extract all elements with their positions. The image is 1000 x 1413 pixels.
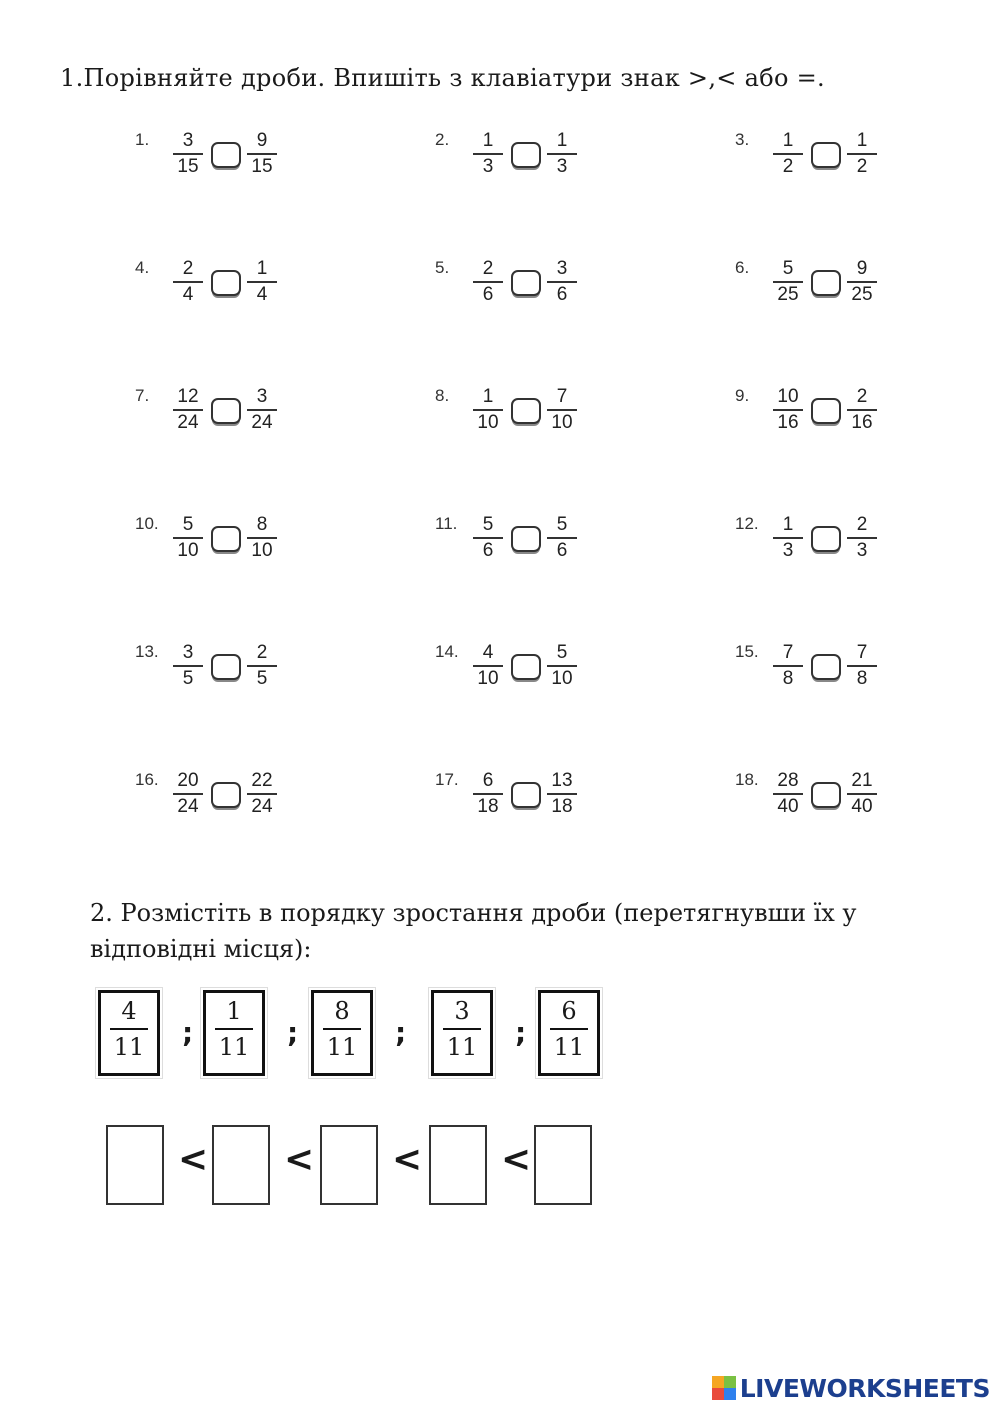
fraction-numerator: 1 [473,386,503,411]
left-fraction [173,642,203,691]
fraction-denominator: 18 [551,796,573,817]
less-than-sign: < [501,1139,532,1180]
fraction-numerator: 3 [547,258,577,283]
comparison-answer-input[interactable] [511,782,541,808]
left-fraction [473,642,503,691]
right-fraction [547,386,577,435]
fraction-denominator: 15 [251,156,273,177]
comparison-answer-input[interactable] [211,398,241,424]
fraction-denominator: 3 [782,540,794,561]
less-than-sign: < [284,1139,315,1180]
left-fraction [173,130,203,179]
problem-number: 7. [135,386,150,405]
task2-title-line2: відповідні місця): [90,935,312,963]
fraction-denominator: 6 [482,284,494,305]
problem-number: 8. [435,386,450,405]
problem-number: 12. [735,514,759,533]
problem-number: 3. [735,130,750,149]
fraction-numerator: 1 [547,130,577,155]
logo-text: LIVEWORKSHEETS [739,1373,990,1403]
drop-slot[interactable] [320,1125,378,1205]
fraction-denominator: 3 [856,540,868,561]
fraction-numerator: 1 [773,130,803,155]
comparison-problem [435,640,635,696]
fraction-numerator: 7 [847,642,877,667]
fraction-denominator: 2 [856,156,868,177]
fraction-numerator: 5 [773,258,803,283]
ordering-slots [100,1125,640,1215]
fraction-numerator: 10 [773,386,803,411]
fraction-denominator: 8 [782,668,794,689]
fraction-numerator: 5 [547,642,577,667]
fraction-numerator: 28 [773,770,803,795]
fraction-denominator: 10 [551,668,573,689]
fraction-denominator: 10 [551,412,573,433]
right-fraction [247,130,277,179]
comparison-answer-input[interactable] [811,782,841,808]
right-fraction [547,514,577,563]
task1-title: 1.Порівняйте дроби. Впишіть з клавіатури знак >,< або =. [60,64,825,92]
tile-numerator: 6 [550,997,588,1030]
comparison-answer-input[interactable] [811,654,841,680]
problem-number: 5. [435,258,450,277]
fraction-denominator: 3 [482,156,494,177]
problem-number: 17. [435,770,459,789]
comparison-answer-input[interactable] [511,270,541,296]
comparison-answer-input[interactable] [211,782,241,808]
right-fraction [547,130,577,179]
problem-number: 6. [735,258,750,277]
fraction-numerator: 5 [547,514,577,539]
fraction-numerator: 3 [247,386,277,411]
comparison-answer-input[interactable] [811,142,841,168]
liveworksheets-logo [712,1373,990,1403]
left-fraction [173,770,203,819]
fraction-denominator: 10 [477,412,499,433]
separator: ; [182,1016,194,1049]
problem-number: 16. [135,770,159,789]
right-fraction [847,514,877,563]
fraction-numerator: 1 [247,258,277,283]
tile-numerator: 1 [215,997,253,1030]
right-fraction [247,514,277,563]
fraction-denominator: 24 [177,796,199,817]
comparison-problem [735,256,935,312]
fraction-denominator: 24 [251,796,273,817]
problem-number: 11. [435,514,458,533]
task2-title-line1: 2. Розмістіть в порядку зростання дроби (перетягнувши їх у [90,899,857,927]
left-fraction [173,514,203,563]
comparison-answer-input[interactable] [211,654,241,680]
comparison-answer-input[interactable] [211,270,241,296]
fraction-denominator: 25 [777,284,799,305]
comparison-problem [435,512,635,568]
logo-mark-icon [712,1376,736,1400]
comparison-answer-input[interactable] [511,654,541,680]
draggable-fraction-tile[interactable] [203,990,265,1076]
problem-number: 9. [735,386,750,405]
comparison-problem [135,768,335,824]
comparison-problem [735,384,935,440]
fraction-numerator: 1 [773,514,803,539]
fraction-numerator: 22 [247,770,277,795]
less-than-sign: < [392,1139,423,1180]
fraction-denominator: 15 [177,156,199,177]
comparison-answer-input[interactable] [511,398,541,424]
left-fraction [473,514,503,563]
fraction-denominator: 18 [477,796,499,817]
comparison-answer-input[interactable] [511,142,541,168]
fraction-denominator: 24 [251,412,273,433]
fraction-denominator: 6 [556,540,568,561]
left-fraction [773,770,803,819]
fraction-denominator: 5 [256,668,268,689]
comparison-problem [735,128,935,184]
fraction-numerator: 12 [173,386,203,411]
fraction-denominator: 10 [251,540,273,561]
fraction-denominator: 16 [851,412,873,433]
comparison-answer-input[interactable] [211,142,241,168]
fraction-numerator: 2 [847,386,877,411]
left-fraction [773,130,803,179]
left-fraction [173,258,203,307]
right-fraction [547,642,577,691]
fraction-denominator: 24 [177,412,199,433]
fraction-numerator: 9 [247,130,277,155]
fraction-numerator: 2 [247,642,277,667]
comparison-answer-input[interactable] [811,526,841,552]
left-fraction [773,642,803,691]
right-fraction [247,386,277,435]
fraction-numerator: 2 [473,258,503,283]
fraction-numerator: 7 [773,642,803,667]
fraction-denominator: 25 [851,284,873,305]
tile-denominator: 11 [326,1033,358,1061]
drop-slot[interactable] [534,1125,592,1205]
draggable-fraction-tile[interactable] [311,990,373,1076]
fraction-numerator: 4 [473,642,503,667]
fraction-numerator: 5 [173,514,203,539]
comparison-problem [135,384,335,440]
left-fraction [173,386,203,435]
tile-denominator: 11 [113,1033,145,1061]
problem-number: 1. [135,130,150,149]
left-fraction [773,258,803,307]
problem-number: 15. [735,642,759,661]
comparison-problem [735,512,935,568]
problem-number: 10. [135,514,159,533]
right-fraction [847,770,877,819]
comparison-problem [435,768,635,824]
fraction-numerator: 20 [173,770,203,795]
fraction-denominator: 3 [556,156,568,177]
fraction-denominator: 16 [777,412,799,433]
drop-slot[interactable] [106,1125,164,1205]
tile-numerator: 3 [443,997,481,1030]
right-fraction [847,258,877,307]
comparison-answer-input[interactable] [811,398,841,424]
fraction-denominator: 4 [182,284,194,305]
comparison-problem [135,128,335,184]
task2-title [90,895,930,967]
right-fraction [847,130,877,179]
fraction-denominator: 2 [782,156,794,177]
comparison-answer-input[interactable] [211,526,241,552]
tile-numerator: 4 [110,997,148,1030]
comparison-problem [135,256,335,312]
fraction-numerator: 3 [173,642,203,667]
comparison-problem [435,128,635,184]
problem-number: 13. [135,642,159,661]
fraction-denominator: 40 [777,796,799,817]
fraction-numerator: 2 [173,258,203,283]
left-fraction [473,130,503,179]
fraction-denominator: 10 [477,668,499,689]
less-than-sign: < [178,1139,209,1180]
right-fraction [847,642,877,691]
fraction-numerator: 3 [173,130,203,155]
comparison-problem [135,512,335,568]
fraction-denominator: 6 [556,284,568,305]
comparison-answer-input[interactable] [811,270,841,296]
fraction-denominator: 5 [182,668,194,689]
tile-denominator: 11 [446,1033,478,1061]
comparison-problem [435,384,635,440]
right-fraction [247,642,277,691]
comparison-problem [735,640,935,696]
problem-number: 2. [435,130,450,149]
draggable-fraction-tile[interactable] [431,990,493,1076]
fraction-numerator: 7 [547,386,577,411]
fraction-numerator: 9 [847,258,877,283]
fraction-numerator: 8 [247,514,277,539]
right-fraction [847,386,877,435]
fraction-denominator: 4 [256,284,268,305]
problem-number: 14. [435,642,459,661]
left-fraction [473,258,503,307]
left-fraction [473,386,503,435]
fraction-numerator: 2 [847,514,877,539]
fraction-denominator: 6 [482,540,494,561]
left-fraction [773,514,803,563]
fraction-numerator: 1 [473,130,503,155]
comparison-problem [435,256,635,312]
problem-number: 18. [735,770,759,789]
fraction-numerator: 13 [547,770,577,795]
fraction-denominator: 10 [177,540,199,561]
fraction-tiles [95,990,635,1080]
draggable-fraction-tile[interactable] [98,990,160,1076]
drop-slot[interactable] [212,1125,270,1205]
tile-numerator: 8 [323,997,361,1030]
right-fraction [547,258,577,307]
fraction-numerator: 1 [847,130,877,155]
fraction-numerator: 21 [847,770,877,795]
comparison-answer-input[interactable] [511,526,541,552]
problem-number: 4. [135,258,150,277]
drop-slot[interactable] [429,1125,487,1205]
right-fraction [247,258,277,307]
separator: ; [395,1016,407,1049]
comparison-problem [735,768,935,824]
right-fraction [247,770,277,819]
fraction-numerator: 6 [473,770,503,795]
left-fraction [473,770,503,819]
separator: ; [515,1016,527,1049]
draggable-fraction-tile[interactable] [538,990,600,1076]
fraction-denominator: 8 [856,668,868,689]
comparison-problem [135,640,335,696]
separator: ; [287,1016,299,1049]
fraction-denominator: 40 [851,796,873,817]
comparison-grid [135,128,895,848]
fraction-numerator: 5 [473,514,503,539]
left-fraction [773,386,803,435]
right-fraction [547,770,577,819]
tile-denominator: 11 [218,1033,250,1061]
tile-denominator: 11 [553,1033,585,1061]
